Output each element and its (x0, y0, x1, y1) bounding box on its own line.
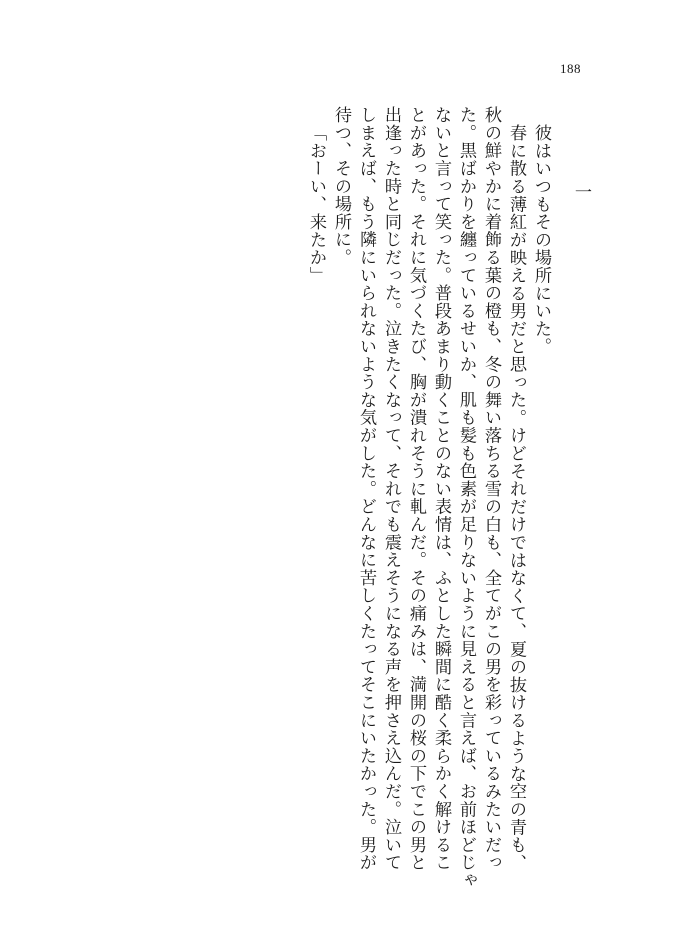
text-line: 春に散る薄紅が映える男だと思った。けどそれだけではなくて、夏の抜けるような空の青も、 (506, 124, 526, 872)
text-line: とがあった。それに気づくたび、胸が潰れそうに軋んだ。その痛みは、満開の桜の下でこの男と (406, 106, 426, 872)
text-line: た。黒ばかりを纏っているせいか、肌も髪も色素が足りないように見えると言えば、お前ほどじゃ (456, 106, 476, 890)
text-line: しまえば、もう隣にいられないような気がした。どんなに苦しくたってそこにいたかった。男が (356, 106, 376, 872)
chapter-heading: 一 (571, 183, 591, 201)
text-line: 彼はいつもその場所にいた。 (531, 124, 551, 356)
text-line: 出逢った時と同じだった。泣きたくなって、それでも震えそうになる声を押さえ込んだ。泣いて (381, 106, 401, 872)
page-number: 188 (560, 61, 581, 76)
text-line: ないと言って笑った。普段あまり動くことのない表情は、ふとした瞬間に酷く柔らかく解けるこ (431, 106, 451, 872)
dialogue-line: 「おーい、来たか」 (306, 124, 326, 285)
text-line: 待つ、その場所に。 (331, 106, 351, 267)
text-line: 秋の鮮やかに着飾る葉の橙も、冬の舞い落ちる雪の白も、全てがこの男を彩っているみたいだっ (481, 106, 501, 872)
vertical-text-body (202, 100, 593, 890)
